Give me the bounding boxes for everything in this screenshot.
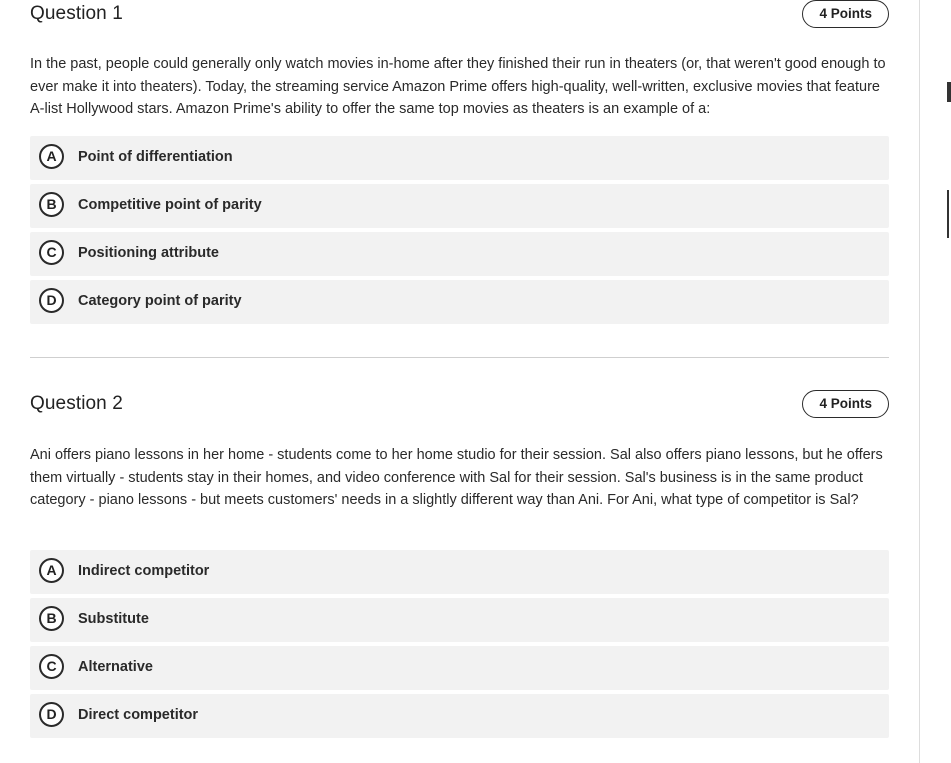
option-letter-d: D	[39, 702, 64, 727]
option-a[interactable]	[30, 550, 889, 594]
option-d[interactable]	[30, 694, 889, 738]
question-header	[30, 390, 889, 420]
option-letter-c: C	[39, 240, 64, 265]
question-title: Question 2	[30, 393, 123, 414]
side-panel-edge-mark	[947, 190, 949, 238]
option-b[interactable]	[30, 598, 889, 642]
question-1	[30, 0, 889, 309]
option-letter-a: A	[39, 144, 64, 169]
question-2	[30, 390, 889, 723]
question-header	[30, 0, 889, 30]
points-badge: 4 Points	[802, 390, 889, 418]
question-text: Ani offers piano lessons in her home - students come to her home studio for their session. Sal also offers piano lessons, but he offers them virtually - students stay in their homes, and video conference with Sal for their session. Sal's business is in the same product category - piano lessons - but meets customers' needs in a slightly different way than Ani. For Ani, what type of competitor is Sal?	[30, 447, 883, 509]
option-letter-b: B	[39, 606, 64, 631]
option-label: Indirect competitor	[78, 563, 210, 579]
question-text: In the past, people could generally only watch movies in-home after they finished their run in theaters (or, that weren't good enough to ever make it into theaters). Today, the streaming service Amazon Prime offers high-quality, well-written, exclusive movies that feature A-list Hollywood stars. Amazon Prime's ability to offer the same top movies as theaters is an example of a:	[30, 56, 886, 118]
option-label: Point of differentiation	[78, 149, 233, 165]
side-panel-border	[919, 0, 920, 763]
option-c[interactable]	[30, 646, 889, 690]
option-label: Alternative	[78, 659, 153, 675]
answer-options	[30, 550, 889, 742]
option-label: Positioning attribute	[78, 245, 219, 261]
option-letter-c: C	[39, 654, 64, 679]
option-letter-b: B	[39, 192, 64, 217]
option-label: Category point of parity	[78, 293, 242, 309]
option-c[interactable]	[30, 232, 889, 276]
question-title: Question 1	[30, 3, 123, 24]
question-divider	[30, 357, 889, 358]
option-label: Direct competitor	[78, 707, 199, 723]
option-label: Competitive point of parity	[78, 197, 262, 213]
option-b[interactable]	[30, 184, 889, 228]
option-a[interactable]	[30, 136, 889, 180]
side-panel-edge-mark	[947, 82, 951, 102]
option-letter-a: A	[39, 558, 64, 583]
option-label: Substitute	[78, 611, 149, 627]
option-letter-d: D	[39, 288, 64, 313]
option-d[interactable]	[30, 280, 889, 324]
points-badge: 4 Points	[802, 0, 889, 28]
answer-options	[30, 136, 889, 328]
